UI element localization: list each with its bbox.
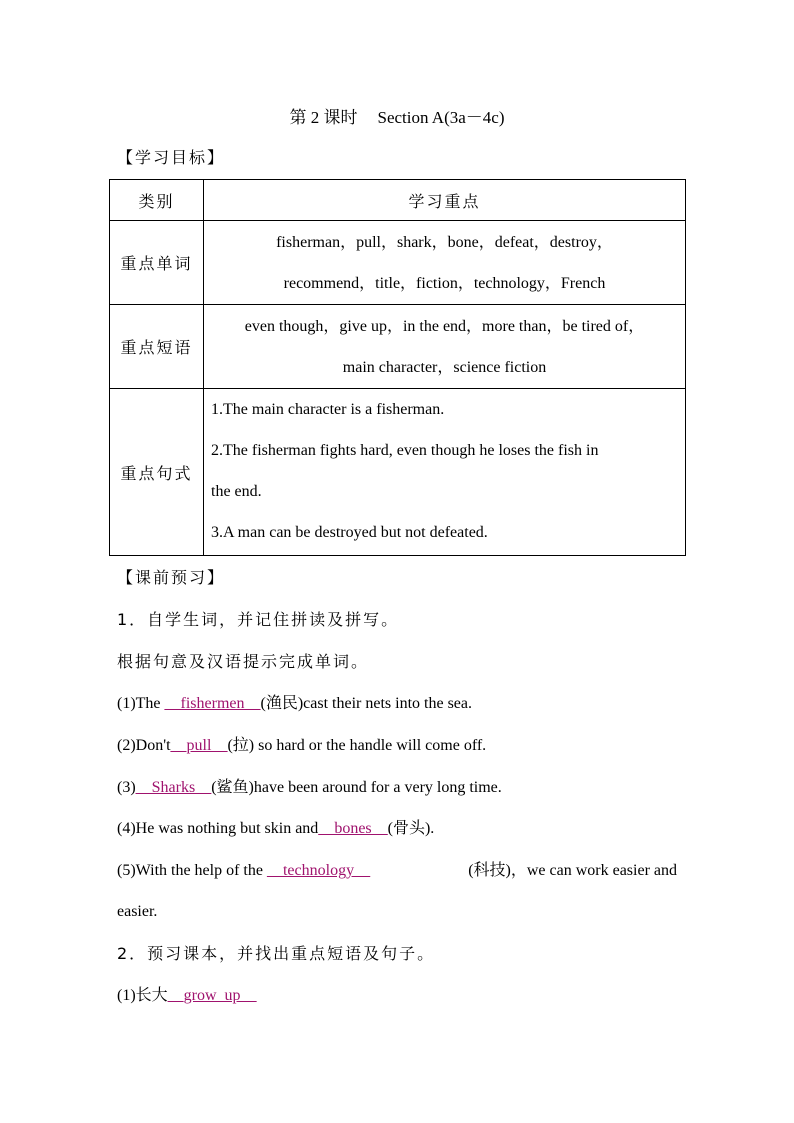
focus-line: recommend，title，fiction，technology，French [283,274,606,292]
phrase-item [117,984,677,1008]
answer-blank: __fishermen__ [164,695,261,712]
exercise-item-continuation [117,900,677,924]
item-prefix: (3) [117,779,136,796]
table-row [110,389,686,556]
item-prefix: (4)He was nothing but skin and [117,820,319,837]
focus-line: main character，science fiction [342,358,547,376]
item-suffix: (鲨鱼)have been around for a very long time. [211,779,502,796]
item-prefix: (5)With the help of the [117,862,267,879]
category-cell: 重点短语 [110,305,204,389]
table-row [110,305,686,389]
focus-header: 学习重点 [204,180,686,221]
phrase-prefix: (1)长大 [117,987,168,1004]
category-cell: 重点单词 [110,221,204,305]
answer-blank: __grow_up__ [167,987,257,1004]
preview-heading: 【课前预习】 [117,568,226,587]
table-header-row [110,180,686,221]
exercise-item [117,817,677,841]
focus-cell [204,221,686,305]
task2-title: 2．预习课本，并找出重点短语及句子。 [117,944,436,963]
exercise-item [117,859,677,883]
answer-blank: __Sharks__ [135,779,212,796]
exercise-item [117,692,677,716]
answer-blank: __technology__ [266,862,371,879]
learning-goals-table [109,179,686,556]
category-header: 类别 [110,180,204,221]
focus-line: even though，give up，in the end，more than，be tired of， [244,317,645,335]
focus-line: fisherman，pull，shark，bone，defeat，destroy， [276,233,613,251]
lesson-number: 第 2 课时 [289,108,358,127]
focus-line: the end. [211,483,262,500]
table-row [110,221,686,305]
item-suffix: (骨头). [387,820,435,837]
answer-blank: __bones__ [318,820,388,837]
focus-cell [204,305,686,389]
task1-title: 1．自学生词，并记住拼读及拼写。 [117,610,400,629]
focus-line: 2.The fisherman fights hard, even though he loses the fish in [211,442,599,459]
item-suffix: (拉) so hard or the handle will come off. [227,737,487,754]
focus-line: 3.A man can be destroyed but not defeated. [211,524,488,541]
focus-cell [204,389,686,556]
item-prefix: easier. [117,903,158,920]
page-title [0,106,794,130]
item-suffix: (渔民)cast their nets into the sea. [260,695,473,712]
item-prefix: (2)Don't [117,737,171,754]
item-prefix: (1)The [117,695,165,712]
focus-line: 1.The main character is a fisherman. [211,401,445,418]
section-name: Section A(3a－4c) [377,108,505,127]
item-suffix: (科技)，we can work easier and [468,862,677,879]
goals-heading: 【学习目标】 [117,148,226,167]
exercise-item [117,734,677,758]
category-cell: 重点句式 [110,389,204,556]
task1-instruction: 根据句意及汉语提示完成单词。 [117,652,370,671]
exercise-item [117,776,677,800]
answer-blank: __pull__ [170,737,228,754]
